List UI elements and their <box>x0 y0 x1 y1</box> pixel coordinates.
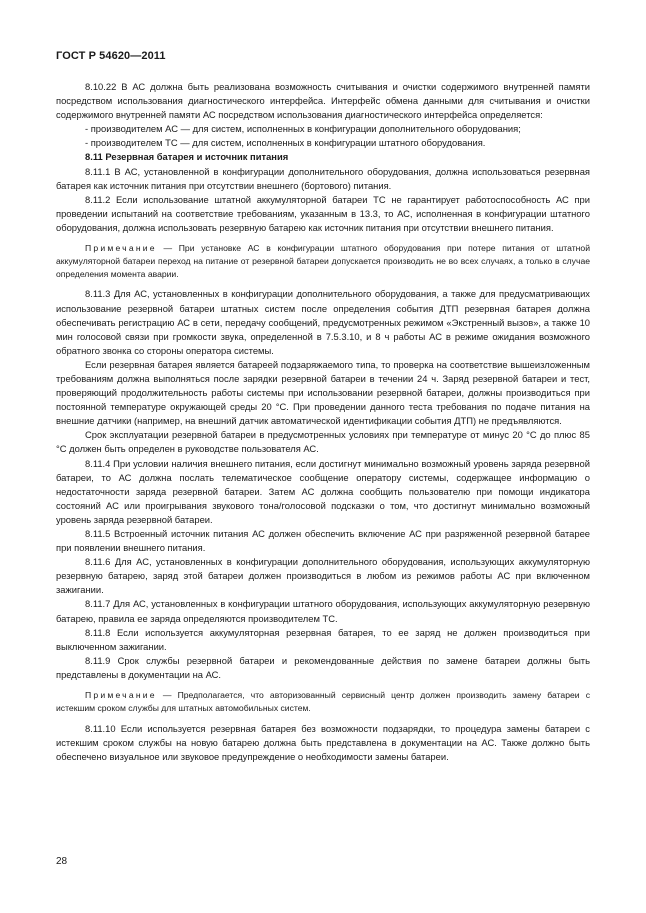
paragraph-8-11-9: 8.11.9 Срок службы резервной батареи и рекомендованные действия по замене батареи должны быть представлены в документации на АС. <box>56 654 590 680</box>
paragraph-8-11-4: 8.11.4 При условии наличия внешнего питания, если достигнут минимально возможный уровень заряда резервной батареи, то АС должна послать телематическое сообщение оператору системы, содержащее информацию о недостаточности заряда резервной батареи. Затем АС должна сообщить пользователю при помощи индикатора состояний АС или проигрывания звукового тона/голосовой подсказки о том, что достигнут минимально возможный уровень заряда резервной батареи. <box>56 457 590 525</box>
paragraph-8-10-22: 8.10.22 В АС должна быть реализована возможность считывания и очистки содержимого внутренней памяти посредством использования диагностического интерфейса. Интерфейс обмена данными для считывания и очистки содержимого внутренней памяти АС посредством использования диагностического интерфейса определяется: <box>56 81 590 121</box>
list-item: - производителем АС — для систем, исполненных в конфигурации дополнительного оборудования; <box>85 123 521 135</box>
note-label: Примечание <box>85 243 157 254</box>
section-heading: 8.11 Резервная батарея и источник питания <box>85 151 289 163</box>
paragraph-8-11-1: 8.11.1 В АС, установленной в конфигурации дополнительного оборудования, должна использоваться резервная батарея как источник питания при отсутствии внешнего (бортового) питания. <box>56 165 590 191</box>
list-item: - производителем ТС — для систем, исполненных в конфигурации штатного оборудования. <box>85 137 486 149</box>
paragraph-8-11-6: 8.11.6 Для АС, установленных в конфигурации дополнительного оборудования, использующих аккумуляторную резервную батарею, заряд этой батареи должен производиться в любом из режимов работы АС при включенном зажигании. <box>56 556 590 596</box>
note-text: — При установке АС в конфигурации штатного оборудования при потере питания от штатной аккумуляторной батареи переход на питание от резервной батареи допускается производить не во всех случаях, а только в случае определения момента аварии. <box>56 243 590 279</box>
paragraph-rechargeable: Если резервная батарея является батареей подзаряжаемого типа, то проверка на соответствие вышеизложенным требованиям должна выполняться после зарядки резервной батареи в течении 24 ч. Заряд резервной батареи и тест, проверяющий продолжительность работы системы при использовании резервной батареи, должны производиться при постоянной температуре окружающей среды 20 °С. При проведении данного теста требования по подаче питания на внешние датчики (например, на внешний датчик автоматической идентификации события ДТП) не предъявляются. <box>56 358 590 427</box>
paragraph-8-11-7: 8.11.7 Для АС, установленных в конфигурации штатного оборудования, использующих аккумуляторную резервную батарею, правила ее заряда определяются производителем ТС. <box>56 598 590 624</box>
paragraph-8-11-5: 8.11.5 Встроенный источник питания АС должен обеспечить включение АС при разряженной резервной батарее при появлении внешнего питания. <box>56 528 590 554</box>
paragraph-8-11-3: 8.11.3 Для АС, установленных в конфигурации дополнительного оборудования, а также для предусматривающих использование резервной батареи штатных систем после определения события ДТП резервная батарея должна обеспечивать регистрацию АС в сети, передачу сообщений, предусмотренных режимом «Экстренный вызов», а также 10 мин голосовой связи при громкости звука, определенной в 7.5.3.10, и 8 ч работы АС в режиме ожидания возможного обратного звонка со стороны оператора системы. <box>56 288 590 356</box>
paragraph-service-life: Срок эксплуатации резервной батареи в предусмотренных условиях при температуре от минус 20 °С до плюс 85 °С должен быть определен в руководстве пользователя АС. <box>56 429 590 455</box>
paragraph-8-11-2: 8.11.2 Если использование штатной аккумуляторной батареи ТС не гарантирует работоспособность АС при проведении испытаний на соответствие требованиям, указанным в 13.3, то АС, исполненная в конфигурации штатного оборудования, должна использовать резервную батарею как источник питания при отсутствии внешнего питания. <box>56 193 590 233</box>
note-2 <box>56 689 590 715</box>
document-body <box>56 80 590 764</box>
note-1 <box>56 242 590 280</box>
document-header: ГОСТ Р 54620—2011 <box>56 50 166 62</box>
page-number: 28 <box>56 856 68 867</box>
note-text: — Предполагается, что авторизованный сервисный центр должен производить замену батареи с истекшим сроком службы для штатных автомобильных систем. <box>56 690 590 713</box>
note-label: Примечание <box>85 690 157 701</box>
paragraph-8-11-10: 8.11.10 Если используется резервная батарея без возможности подзарядки, то процедура замены батареи с истекшим сроком службы на новую батарею должна быть представлена в документации на АС. Также должно быть обеспечено визуальное или звуковое предупреждение о необходимости замены батареи. <box>56 722 590 762</box>
paragraph-8-11-8: 8.11.8 Если используется аккумуляторная резервная батарея, то ее заряд не должен производиться при выключенном зажигании. <box>56 626 590 652</box>
